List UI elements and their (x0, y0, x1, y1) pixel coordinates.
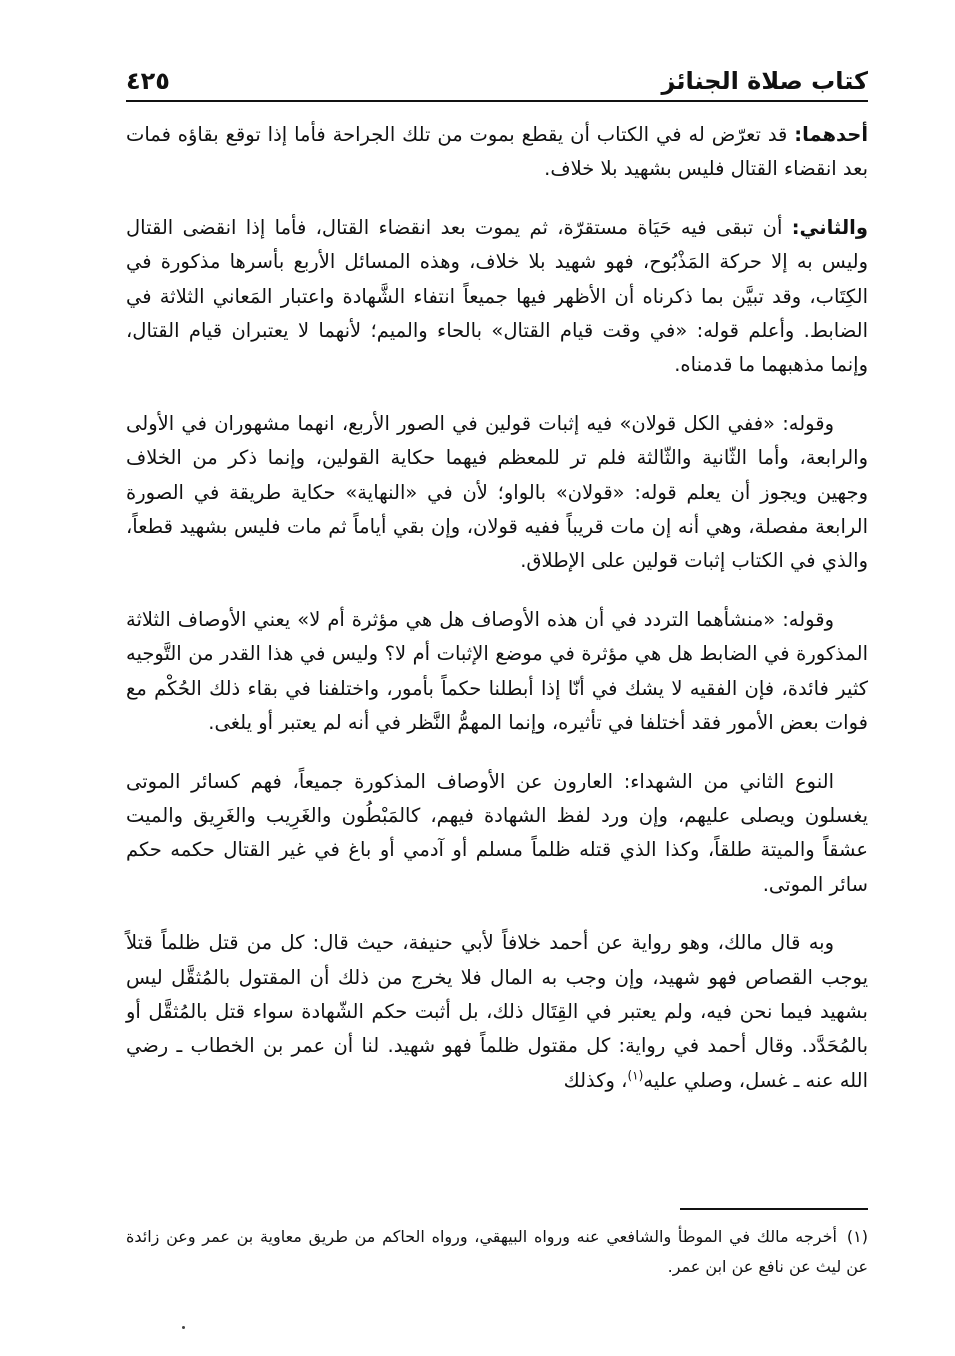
scan-speck (182, 1326, 185, 1329)
footnote-text: أخرجه مالك في الموطأ والشافعي عنه ورواه البيهقي، ورواه الحاكم من طريق معاوية بن عمر وعن زائدة عن ليث عن نافع عن ابن عمر. (126, 1227, 868, 1276)
paragraph-text: وقوله: «ففي الكل قولان» فيه إثبات قولين في الصور الأربع، انهما مشهوران في الأولى والرابعة، وأما الثّانية والثّالثة فلم تر للمعظم فيهما حكاية القولين، وإنما ذكر من الخلاف وجهين ويجوز أن يعلم قوله: «قولان» بالواو؛ لأن في «النهاية» حكاية طريقة في الصورة الرابعة مفصلة، وهي أنه إن مات قريباً ففيه قولان، وإن بقي أياماً ثم مات فليس بشهيد قطعاً، والذي في الكتاب إثبات قولين على الإطلاق. (126, 411, 868, 573)
paragraph-5 (126, 765, 868, 903)
paragraph-3 (126, 407, 868, 579)
paragraph-text: أن تبقى فيه حَيَاة مستقرّة، ثم يموت بعد انقضاء القتال، فأما إذا انقضى القتال وليس به إلا حركة المَذْبُوح، فهو شهيد بلا خلاف، وهذه المسائل الأربع بأسرها مذكورة في الكِتَاب، وقد تبيَّن بما ذكرناه أن الأظهر فيها جميعاً انتفاء الشَّهادة واعتبار المَعاني الثلاثة في الضابط. وأعلم قوله: «في وقت قيام القتال» بالحاء والميم؛ لأنهما لا يعتبران قيام القتال، وإنما مذهبهما ما قدمناه. (126, 215, 868, 377)
paragraph-lead: أحدهما: (794, 123, 868, 146)
paragraph-text: قد تعرّض له في الكتاب أن يقطع بموت من تلك الجراحة فأما إذا توقع بقاؤه فمات بعد انقضاء القتال فليس بشهيد بلا خلاف. (126, 123, 868, 181)
paragraph-text: وقوله: «منشأهما التردد في أن هذه الأوصاف هل هي مؤثرة أم لا» يعني الأوصاف الثلاثة المذكورة في الضابط هل هي مؤثرة في موضع الإثبات أم لا؟ وليس في هذا القدر من التَّوجيه كثير فائدة، فإن الفقيه لا يشك في أنّا إذا أبطلنا حكماً بأمور، واختلفنا في بقاء ذلك الحُكْم مع فوات بعض الأمور فقد أختلفا في تأثيره، وإنما المهمُّ النَّظر في أنه لم يعتبر أو يلغى. (126, 607, 868, 735)
paragraph-6 (126, 926, 868, 1098)
footnote-number: (١) (846, 1227, 868, 1246)
header-rule (126, 100, 868, 102)
page-header (126, 56, 868, 96)
paragraph-tail: ، وكذلك (563, 1068, 628, 1092)
paragraph-2 (126, 211, 868, 383)
paragraph-text: وبه قال مالك، وهو رواية عن أحمد خلافاً لأبي حنيفة، حيث قال: كل من قتل ظلماً قتلاً يوجب القصاص فهو شهيد، وإن وجب به المال فلا يخرج من ذلك أن المقتول بالمُثقَّل ليس بشهيد فيما نحن فيه، ولم يعتبر في القِتَال ذلك، بل أثبت حكم الشّهادة سواء قتل بالمُثقَّل أو بالمُحَدَّد. وقال أحمد في رواية: كل مقتول ظلماً فهو شهيد. لنا أن عمر بن الخطاب ـ رضي الله عنه ـ غسل، وصلي عليه (126, 931, 868, 1092)
paragraph-text: النوع الثاني من الشهداء: العارون عن الأوصاف المذكورة جميعاً، فهم كسائر الموتى يغسلون ويصلى عليهم، وإن ورد لفظ الشهادة فيهم، كالمَبْطُون والغَرِيب والغَرِيق والميت عشقاً والميتة طلقاً، وكذا الذي قتله ظلماً مسلم أو آدمي أو باغ في غير القتال حكمه حكم سائر الموتى. (126, 769, 868, 896)
main-text (126, 118, 868, 1122)
footnote-rule (680, 1208, 868, 1210)
running-title: كتاب صلاة الجنائز (661, 67, 868, 95)
footnote-reference[interactable]: (١) (627, 1068, 644, 1083)
footnote (126, 1222, 868, 1282)
paragraph-4 (126, 603, 868, 741)
page-number: ٤٢٥ (126, 67, 170, 95)
paragraph-lead: والثاني: (791, 215, 868, 239)
paragraph-1 (126, 118, 868, 187)
